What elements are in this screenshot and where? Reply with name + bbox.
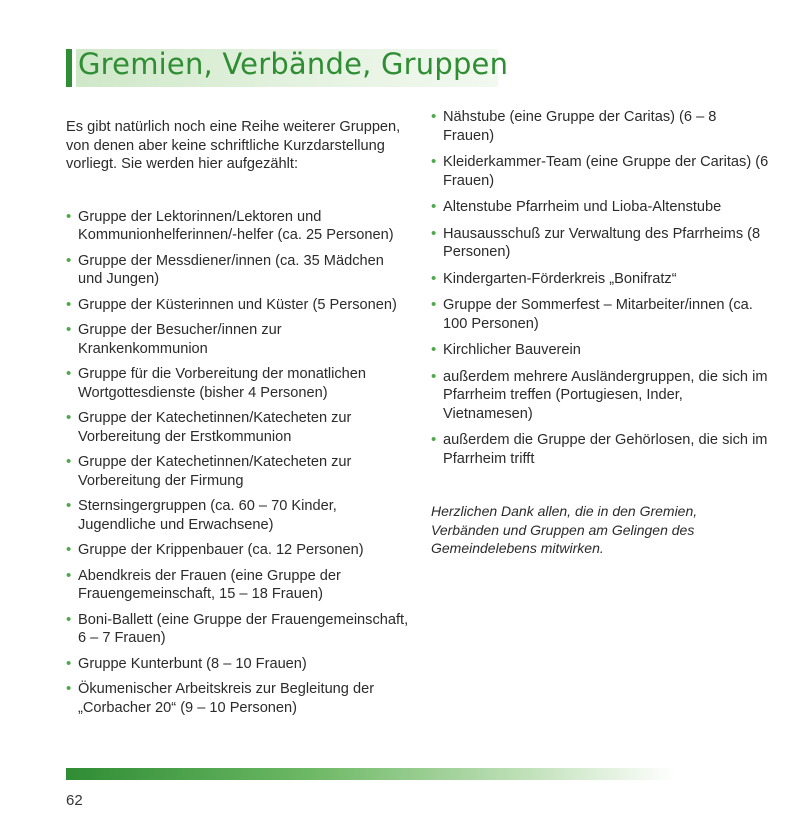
- bullet-icon: •: [66, 207, 72, 225]
- list-item-text: Abendkreis der Frauen (eine Gruppe der Frauengemeinschaft, 15 – 18 Frauen): [78, 567, 341, 602]
- bullet-icon: •: [66, 295, 72, 313]
- bullet-icon: •: [431, 367, 437, 385]
- bullet-icon: •: [431, 431, 437, 448]
- list-item-text: Ökumenischer Arbeitskreis zur Begleitung der „Corbacher 20“ (9 – 10 Personen): [78, 681, 375, 716]
- bullet-icon: •: [66, 610, 72, 628]
- list-item: [66, 611, 411, 648]
- bullet-icon: •: [431, 198, 437, 215]
- list-item: [431, 198, 771, 217]
- list-item: [431, 153, 771, 190]
- list-item-text: Gruppe Kunterbunt (8 – 10 Frauen): [78, 655, 307, 672]
- list-item-text: Gruppe der Sommerfest – Mitarbeiter/innen (ca. 100 Personen): [443, 297, 753, 332]
- list-item-text: außerdem mehrere Ausländergruppen, die sich im Pfarrheim treffen (Portugiesen, Inder, Vietnamesen): [443, 368, 768, 422]
- right-group-list: [431, 108, 771, 468]
- list-item: [431, 296, 771, 333]
- page-number: 62: [66, 792, 83, 809]
- bullet-icon: •: [431, 224, 437, 242]
- list-item-text: Boni-Ballett (eine Gruppe der Frauengemeinschaft, 6 – 7 Frauen): [78, 611, 409, 646]
- bullet-icon: •: [66, 321, 72, 338]
- bullet-icon: •: [66, 497, 72, 514]
- list-item-text: Hausausschuß zur Verwaltung des Pfarrheims (8 Personen): [443, 225, 761, 260]
- list-item-text: Altenstube Pfarrheim und Lioba-Altenstube: [443, 199, 722, 215]
- list-item: [431, 270, 771, 289]
- list-item: [431, 341, 771, 360]
- list-item: [66, 567, 411, 604]
- list-item: [431, 225, 771, 262]
- bullet-icon: •: [66, 365, 72, 382]
- bullet-icon: •: [66, 654, 72, 672]
- list-item-text: außerdem die Gruppe der Gehörlosen, die sich im Pfarrheim trifft: [443, 432, 768, 467]
- bullet-icon: •: [431, 269, 437, 287]
- footer-bar: [66, 768, 676, 780]
- list-item-text: Gruppe der Krippenbauer (ca. 12 Personen): [78, 542, 364, 558]
- list-item-text: Nähstube (eine Gruppe der Caritas) (6 – 8 Frauen): [443, 109, 717, 144]
- list-item-text: Gruppe der Messdiener/innen (ca. 35 Mädchen und Jungen): [78, 252, 384, 287]
- list-item: [66, 541, 411, 560]
- bullet-icon: •: [431, 341, 437, 358]
- list-item: [66, 321, 411, 358]
- list-item-text: Kleiderkammer-Team (eine Gruppe der Caritas) (6 Frauen): [443, 154, 769, 189]
- list-item: [66, 453, 411, 490]
- list-item: [66, 680, 411, 717]
- list-item: [431, 108, 771, 145]
- list-item-text: Gruppe der Küsterinnen und Küster (5 Personen): [78, 296, 397, 313]
- list-item-text: Gruppe der Besucher/innen zur Krankenkommunion: [78, 322, 282, 357]
- list-item: [66, 208, 411, 245]
- bullet-icon: •: [66, 453, 72, 470]
- bullet-icon: •: [66, 566, 72, 584]
- thanks-note: Herzlichen Dank allen, die in den Gremien, Verbänden und Gruppen am Gelingen des Gemeindelebens mitwirken.: [431, 503, 698, 556]
- list-item-text: Gruppe für die Vorbereitung der monatlichen Wortgottesdienste (bisher 4 Personen): [78, 366, 366, 401]
- right-column: [431, 108, 771, 558]
- list-item-text: Gruppe der Katechetinnen/Katecheten zur Vorbereitung der Firmung: [78, 454, 352, 489]
- left-column: [66, 118, 411, 724]
- bullet-icon: •: [66, 409, 72, 426]
- list-item: [431, 431, 771, 468]
- left-group-list: [66, 208, 411, 718]
- list-item: [66, 497, 411, 534]
- list-item: [66, 252, 411, 289]
- list-item: [66, 296, 411, 315]
- list-item-text: Gruppe der Lektorinnen/Lektoren und Kommunionhelferinnen/-helfer (ca. 25 Personen): [78, 208, 394, 243]
- bullet-icon: •: [431, 153, 437, 170]
- bullet-icon: •: [66, 680, 72, 697]
- bullet-icon: •: [66, 251, 72, 269]
- list-item: [66, 365, 411, 402]
- intro-paragraph: Es gibt natürlich noch eine Reihe weiterer Gruppen, von denen aber keine schriftliche Kurzdarstellung vorliegt. Sie werden hier aufgezählt:: [66, 119, 401, 172]
- list-item-text: Kindergarten-Förderkreis „Bonifratz“: [443, 270, 677, 287]
- list-item-text: Gruppe der Katechetinnen/Katecheten zur Vorbereitung der Erstkommunion: [78, 410, 352, 445]
- list-item-text: Kirchlicher Bauverein: [443, 342, 581, 358]
- list-item: [66, 655, 411, 674]
- list-item: [66, 409, 411, 446]
- list-item-text: Sternsingergruppen (ca. 60 – 70 Kinder, Jugendliche und Erwachsene): [78, 498, 337, 533]
- bullet-icon: •: [431, 296, 437, 313]
- page-title: Gremien, Verbände, Gruppen: [78, 47, 509, 81]
- bullet-icon: •: [66, 541, 72, 558]
- list-item: [431, 368, 771, 424]
- bullet-icon: •: [431, 108, 437, 125]
